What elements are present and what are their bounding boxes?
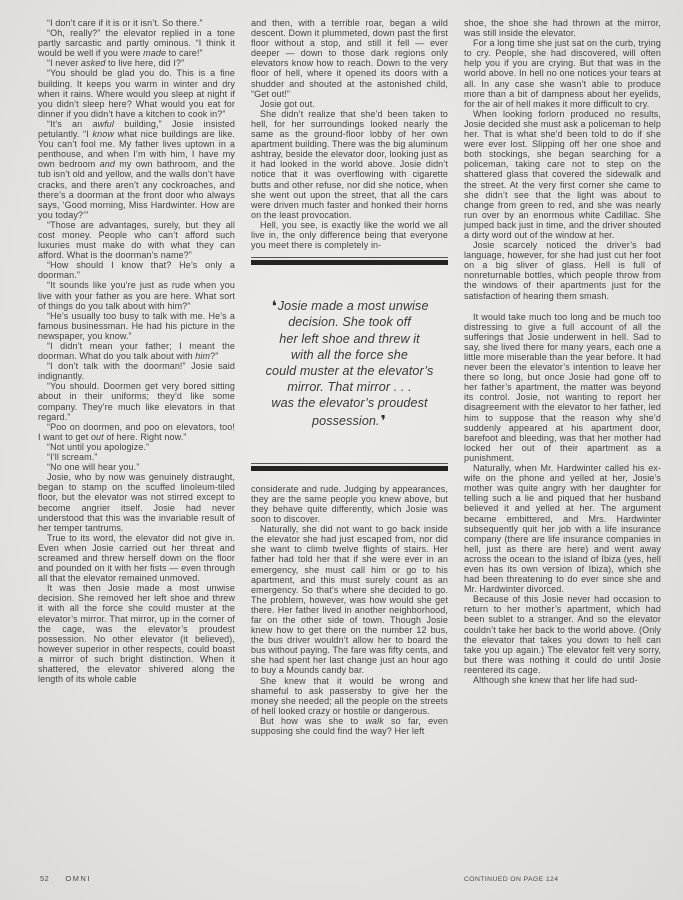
paragraph: It was then Josie made a most unwise decision. She removed her left shoe and threw it with all the force she could muster at the elevator’s mirror. That mirror, up in the corner of the cage, was the elevator’s proudest possession. No other elevator (it believed), however superior in other respects, could boast a mirror of such bright distinction. When it shattered, the elevator shivered along the length of its whole cable <box>38 583 235 685</box>
paragraph: She didn’t realize that she’d been taken to hell, for her surroundings looked nearly the same as the ground-floor lobby of her own apartment building. There was the big aluminum ashtray, beside the elevator door, looking just as it had looked in the world above. Josie didn’t notice that it was overflowing with cigarette butts and other refuse, nor did she notice, when she went out upon the street, that all the cars were driven much faster and honked their horns on the least provocation. <box>251 108 448 220</box>
paragraph: shoe, the shoe she had thrown at the mirror, was still inside the elevator. <box>464 18 661 39</box>
paragraph: For a long time she just sat on the curb, trying to cry. People, she had discovered, will often help you if you are crying. But that was in the world above. In hell no one notices your tears at all. In any case she wasn’t able to produce more than a bit of dampness about her eyelids, for the air of hell makes it more difficult to cry. <box>464 38 661 109</box>
paragraph: “Those are advantages, surely, but they all cost money. People who can’t afford such luxuries must make do with what they can afford. What is the doorman’s name?” <box>38 219 235 261</box>
paragraph: Although she knew that her life had sud- <box>473 675 638 685</box>
paragraph: Hell, you see, is exactly like the world we all live in, the only difference being that everyone you meet there is completely in- <box>251 219 448 251</box>
paragraph: “No one will hear you.” <box>47 462 140 473</box>
page-footer <box>40 874 91 883</box>
paragraph: Naturally, when Mr. Hardwinter called his ex-wife on the phone and yelled at her, Josie’s mother was quite angry with her daughter for telling such a lie and piqued that her husband believed it and yelled at her. The argument became embittered, and Mrs. Hardwinter subsequently quit her job with a life insurance company (there are life insurance companies in hell, just as there are here) and went away across the ocean to the island of Ibiza (yes, hell even has its own version of Ibiza), which she had been threatening to do ever since she and Mr. Hardwinter divorced. <box>464 463 661 595</box>
paragraph: considerate and rude. Judging by appearances, they are the same people you knew above, but they behave quite differently, which Josie was soon to discover. <box>251 483 448 525</box>
page-number: 52 <box>40 874 50 883</box>
pull-quote <box>251 265 448 463</box>
column-middle-bottom-text <box>251 484 448 736</box>
paragraph: Naturally, she did not want to go back inside the elevator she had just escaped from, nor did she want to climb twelve flights of stairs. Her father had told her that if she were ever in an emergency, she must call him or go to his apartment, and this must surely count as an emergency. So that’s where she decided to go. The problem, however, was how would she get there. Her father lived in another neighborhood, far on the other side of town. Though Josie knew how to get there on the number 12 bus, the bus driver wouldn’t allow her to board the bus without paying. The fare was fifty cents, and she had spent her last change just an hour ago to buy a Mounds candy bar. <box>251 524 448 676</box>
column-left <box>38 18 235 736</box>
paragraph: “You should be glad you do. This is a fine building. It keeps you warm in winter and dry when it rains. Where would you sleep at night if you didn’t sleep here? What would you eat for dinner if you didn’t have a kitchen to cook in?” <box>38 68 235 119</box>
paragraph: She knew that it would be wrong and shameful to ask passersby to give her the money she needed; all the people on the streets of hell looked crazy or hostile or dangerous. <box>251 675 448 716</box>
paragraph: and then, with a terrible roar, began a wild descent. Down it plummeted, down past the first floor without a stop, and still it fell — ever deeper — down to those dark regions only elevators know how to reach. Down to the very floor of hell, where it opened its doors with a shudder and shouted at the astonished child, “Get out!” <box>251 18 448 99</box>
paragraph: But how was she to walk so far, even supposing she could find the way? Her left <box>251 715 448 737</box>
thick-rule-bar <box>251 466 448 471</box>
paragraph: “Poo on doormen, and poo on elevators, too! I want to get out of here. Right now.” <box>38 421 235 442</box>
paragraph: “How should I know that? He’s only a doorman.” <box>38 260 235 281</box>
paragraph: When looking forlorn produced no results, Josie decided she must ask a policeman to help her. That is what she’d been told to do if she were ever lost. Slipping off her one shoe and both stockings, she began searching for a policeman, taking care not to step on the shattered glass that covered the sidewalk and the street. At the very first corner she came to she didn’t see that the light was about to change from green to red, and she was nearly run over by an enormous white Cadillac. She jumped back just in time, and the driver shouted a dirty word out of the window at her. <box>464 108 661 240</box>
divider-rule-top <box>251 257 448 265</box>
close-quote-mark: ❜ <box>380 411 386 430</box>
paragraph: “Not until you apologize.” <box>47 441 150 452</box>
thin-rule-line <box>251 257 448 258</box>
divider-rule-bottom <box>251 463 448 471</box>
paragraph: “I never asked to live here, did I?” <box>47 58 185 69</box>
paragraph: Josie scarcely noticed the driver’s bad language, however, for she had just cut her foot on a big sliver of glass. Hell is full of nonreturnable bottles, which people throw from the windows of their apartments just for the satisfaction of hearing them smash. <box>464 240 661 301</box>
column-middle <box>251 18 448 736</box>
paragraph: It would take much too long and be much too distressing to give a full account of all the sufferings that Josie underwent in hell. Sad to say, she lived there for many years, each one a little more miserable than the year before. It had never been the elevator’s intention to leave her there so long, but once Josie had gone off to her father’s apartment, the matter was beyond its control. Josie, not wanting to report her disagreement with the elevator to her father, led him to suppose that the reason why she’d suddenly appeared at his apartment door, barefoot and bleeding, was that her mother had locked her out of their apartment as a punishment. <box>464 311 661 463</box>
paragraph: True to its word, the elevator did not give in. Even when Josie carried out her threat and screamed and threw herself down on the floor and pounded on it with her fists — even through all that the elevator remained unmoved. <box>38 532 235 584</box>
paragraph: “You should. Doormen get very bored sitting about in their uniforms; they’d like some company. They’re much like elevators in that regard.” <box>38 381 235 422</box>
paragraph: “He’s usually too busy to talk with me. He’s a famous businessman. He had his picture in the newspaper, you know.” <box>38 310 235 341</box>
paragraph: “I didn’t mean your father; I meant the doorman. What do you talk about with him?” <box>38 341 235 362</box>
paragraph: “It sounds like you’re just as rude when you live with your father as you are here. What sort of things do you talk about with him?” <box>38 280 235 311</box>
paragraph: Josie, who by now was genuinely distraught, began to stamp on the scuffed linoleum-tiled floor, but the elevator was not stirred except to become angrier itself. Josie had never understood that this was the invariable result of her temper tantrums. <box>38 472 235 533</box>
paragraph: “It’s an awful building,” Josie insisted petulantly. “I know what nice buildings are like. You can’t fool me. My father lives uptown in a penthouse, and when I’m with him, I have my own bedroom and my own bathroom, and the tub isn’t old and yellow, and the walls don’t have cracks, and there aren’t any cockroaches, and there’s a doorman at the front door who always says, ‘Good morning, Miss Hardwinter. How are you today?’” <box>38 118 235 220</box>
thin-rule-line <box>251 463 448 464</box>
paragraph: “I’ll scream.” <box>47 452 98 463</box>
paragraph: Because of this Josie never had occasion to return to her mother’s apartment, which had been sublet to a stranger. And so the elevator couldn’t take her back to the world above. (Only the elevator that takes you down to hell can take you up again.) The elevator felt very sorry, but there was nothing it could do until Josie reentered its cage. <box>464 594 661 675</box>
paragraph: “I don’t care if it is or it isn’t. So there.” <box>47 18 203 28</box>
column-right <box>464 18 661 736</box>
paragraph: “I don’t talk with the doorman!” Josie said indignantly. <box>38 361 235 382</box>
column-middle-top-text <box>251 18 448 250</box>
magazine-name: OMNI <box>65 874 91 883</box>
continued-notice: CONTINUED ON PAGE 124 <box>464 876 559 883</box>
pull-quote-text: Josie made a most unwise decision. She took off her left shoe and threw it with all the force she could muster at the elevator’s mirror. That mirror . . . was the elevator’s proudest possession. <box>265 299 434 428</box>
paragraph: “Oh, really?” the elevator replied in a tone partly sarcastic and partly ominous. “I think it would be well if you were made to care!” <box>38 28 235 59</box>
open-quote-mark: ❛ <box>271 297 277 316</box>
paragraph: Josie got out. <box>260 98 315 109</box>
